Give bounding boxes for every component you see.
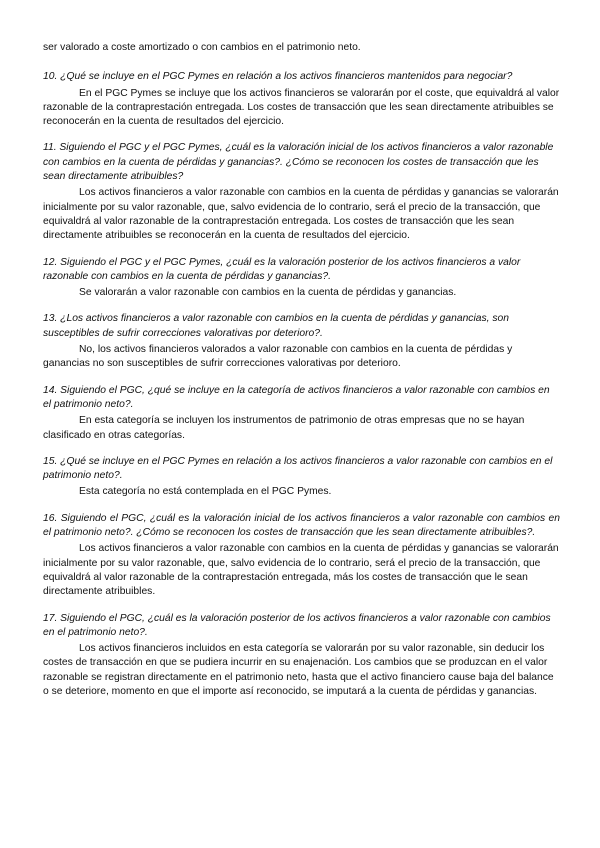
question-16: 16. Siguiendo el PGC, ¿cuál es la valoración inicial de los activos financieros a valor razonable con cambios en el patrimonio neto?. ¿Cómo se reconocen los costes de transacción que les sean directamente atribuibles?. bbox=[43, 512, 560, 539]
continued-text-line: ser valorado a coste amortizado o con cambios en el patrimonio neto. bbox=[43, 42, 361, 53]
question-block-10 bbox=[43, 70, 560, 129]
answer-10: En el PGC Pymes se incluye que los activos financieros se valorarán por el coste, que equivaldrá al valor razonable de la contraprestación entregada. Los costes de transacción que les sean directamente atribuibles se reconocerán en la cuenta de resultados del ejercicio. bbox=[43, 87, 560, 128]
question-10: 10. ¿Qué se incluye en el PGC Pymes en relación a los activos financieros mantenidos para negociar? bbox=[43, 71, 513, 83]
question-block-11 bbox=[43, 141, 560, 243]
answer-15: Esta categoría no está contemplada en el PGC Pymes. bbox=[79, 486, 332, 498]
question-14: 14. Siguiendo el PGC, ¿qué se incluye en la categoría de activos financieros a valor razonable con cambios en el patrimonio neto?. bbox=[43, 384, 550, 410]
question-12: 12. Siguiendo el PGC y el PGC Pymes, ¿cuál es la valoración posterior de los activos financieros a valor razonable con cambios en la cuenta de pérdidas y ganancias?. bbox=[43, 256, 521, 282]
document-content bbox=[43, 41, 560, 711]
question-block-13 bbox=[43, 312, 560, 371]
question-11: 11. Siguiendo el PGC y el PGC Pymes, ¿cuál es la valoración inicial de los activos financieros a valor razonable con cambios en la cuenta de pérdidas y ganancias?. ¿Cómo se reconocen los costes de transacción que les sean directamente atribuibles? bbox=[43, 142, 554, 183]
question-block-16 bbox=[43, 512, 560, 600]
question-17: 17. Siguiendo el PGC, ¿cuál es la valoración posterior de los activos financieros a valor razonable con cambios en el patrimonio neto?. bbox=[43, 612, 551, 638]
question-block-17 bbox=[43, 612, 560, 700]
question-block-15 bbox=[43, 455, 560, 500]
answer-13: No, los activos financieros valorados a valor razonable con cambios en la cuenta de pérdidas y ganancias no son susceptibles de sufrir correcciones valorativas por deterioro. bbox=[43, 344, 513, 370]
answer-16: Los activos financieros a valor razonable con cambios en la cuenta de pérdidas y ganancias se valorarán inicialmente por su valor razonable, que, salvo evidencia de lo contrario, será el precio de la transacción, que equivaldrá al valor razonable de la contraprestación entregada, más los costes de transacción que le sean directamente atribuibles. bbox=[43, 543, 559, 598]
answer-14: En esta categoría se incluyen los instrumentos de patrimonio de otras empresas que no se hayan clasificado en otras categorías. bbox=[43, 415, 525, 441]
answer-12: Se valorarán a valor razonable con cambios en la cuenta de pérdidas y ganancias. bbox=[79, 287, 457, 299]
question-block-12 bbox=[43, 256, 560, 301]
question-15: 15. ¿Qué se incluye en el PGC Pymes en relación a los activos financieros a valor razonable con cambios en el patrimonio neto?. bbox=[43, 455, 553, 482]
answer-17: Los activos financieros incluidos en esta categoría se valorarán por su valor razonable, sin deducir los costes de transacción en que se pudiera incurrir en su enajenación. Los cambios que se produzcan en el valor razonable se registran directamente en el patrimonio neto, hasta que el activo financiero cause baja del balance o se deteriore, momento en que el importe así reconocido, se imputará a la cuenta de pérdidas y ganancias. bbox=[43, 643, 554, 697]
question-13: 13. ¿Los activos financieros a valor razonable con cambios en la cuenta de pérdidas y ganancias, son susceptibles de sufrir correcciones valorativas por deterioro?. bbox=[43, 313, 509, 339]
answer-11: Los activos financieros a valor razonable con cambios en la cuenta de pérdidas y ganancias se valorarán inicialmente por su valor razonable, que, salvo evidencia de lo contrario, será el precio de la transacción, que equivaldrá al valor razonable de la contraprestación entregada. Los costes de transacción que les sean directamente atribuibles se reconocerán en la cuenta de resultados del ejercicio. bbox=[43, 187, 559, 242]
question-block-14 bbox=[43, 384, 560, 443]
